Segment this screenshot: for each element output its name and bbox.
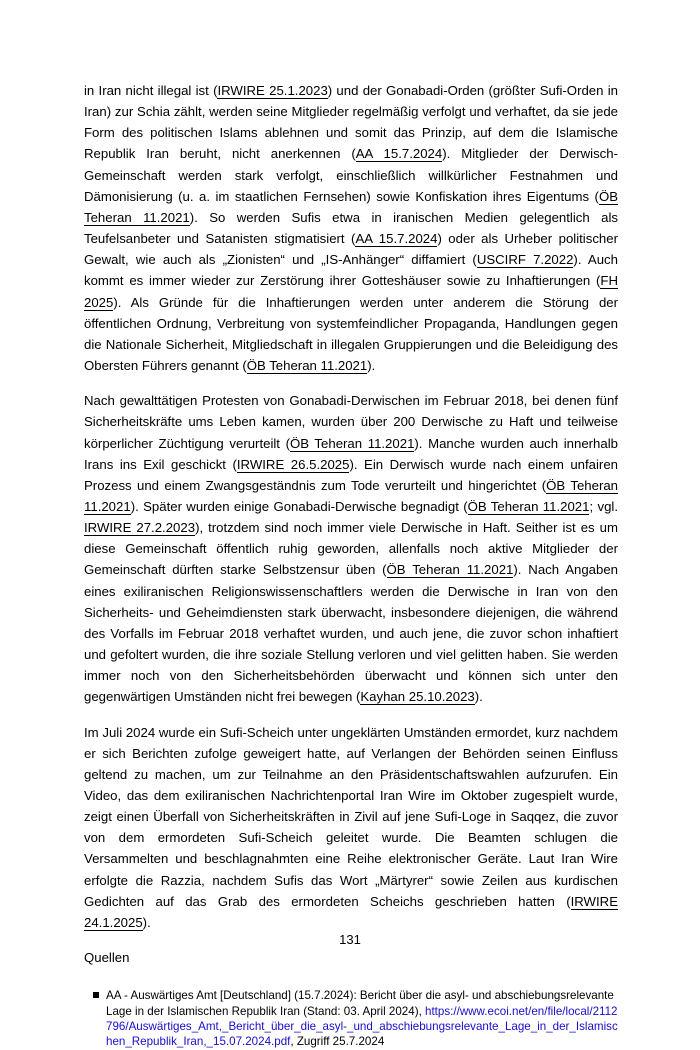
text-run: ). Mitglieder der Derwisch-Gemeinschaft werden stark verfolgt, einschließlich willkürlicher Festnahmen und Dämonisierung (u. a. im staatlichen Fernsehen) sowie Konfiskation ihres Eigentums ( — [84, 146, 618, 204]
paragraph — [84, 722, 618, 934]
sources-heading: Quellen — [84, 950, 130, 966]
text-run: ; vgl. — [589, 498, 618, 514]
reference-text: AA - Auswärtiges Amt [Deutschland] (15.7.2024): Bericht über die asyl- und abschiebungsrelevante Lage in der Islamischen Republik Iran (Stand: 03. April 2024), — [106, 989, 614, 1018]
body-text — [84, 80, 618, 933]
citation-link[interactable]: ÖB Teheran 11.2021 — [467, 498, 590, 514]
reference-list — [84, 988, 618, 1050]
text-run: ). Nach Angaben eines exiliranischen Religionswissenschaftlers werden die Derwische in Iran von den Sicherheits- und Geheimdiensten stark überwacht, insbesondere diejenigen, die während des Vorfalls im Februar 2018 verhaftet wurden, und auch jene, die zuvor schon inhaftiert und gefoltert wurden, die ihre soziale Stellung verloren und viel gelitten haben. Sie werden immer noch von den Sicherheitsbehörden überwacht und können sich unter den gegenwärtigen Umständen nicht frei bewegen ( — [84, 562, 618, 705]
citation-link[interactable]: AA 15.7.2024 — [355, 231, 438, 247]
document-page — [84, 80, 618, 1050]
citation-link[interactable]: ÖB Teheran 11.2021 — [386, 562, 514, 578]
page-number: 131 — [339, 932, 361, 947]
reference-item — [106, 988, 618, 1050]
text-run: ). — [367, 358, 376, 374]
citation-link[interactable]: ÖB Teheran 11.2021 — [84, 188, 618, 225]
reference-access-date: , Zugriff 25.7.2024 — [290, 1035, 385, 1049]
text-run: ). Auch kommt es immer wieder zur Zerstörung ihrer Gotteshäuser sowie zu Inhaftierungen ( — [84, 252, 618, 289]
text-run: ). Manche wurden auch innerhalb Irans ins Exil geschickt ( — [84, 435, 618, 472]
paragraph — [84, 390, 618, 707]
paragraph — [84, 80, 618, 376]
square-bullet-icon — [93, 992, 99, 998]
citation-link[interactable]: FH 2025 — [84, 273, 618, 310]
text-run: ) oder als Urheber politischer Gewalt, wie auch als „Zionisten“ und „IS-Anhänger“ diffamiert ( — [84, 231, 618, 268]
text-run: ). Als Gründe für die Inhaftierungen werden unter anderem die Störung der öffentlichen Ordnung, Verbreitung von systemfeindlicher Propaganda, Handlungen gegen die Nationale Sicherheit, Mitgliedschaft in illegalen Gruppierungen und die Beleidigung des Obersten Führers genannt ( — [84, 294, 618, 374]
citation-link[interactable]: IRWIRE 26.5.2025 — [236, 456, 350, 472]
citation-link[interactable]: IRWIRE 24.1.2025 — [84, 893, 618, 930]
citation-link[interactable]: IRWIRE 27.2.2023 — [84, 520, 196, 536]
text-run: in Iran nicht illegal ist ( — [84, 83, 218, 98]
citation-link[interactable]: ÖB Teheran 11.2021 — [84, 477, 619, 514]
text-run: ), trotzdem sind noch immer viele Derwische in Haft. Seither ist es um diese Gemeinschaft öffentlich ruhig geworden, allenfalls noch aktive Mitglieder der Gemeinschaft dürften starke Selbstzensur üben ( — [84, 520, 618, 578]
text-run: ) und der Gonabadi-Orden (größter Sufi-Orden in Iran) zur Schia zählt, werden seine Mitglieder regelmäßig verfolgt und verhaftet, da sie jede Form des politischen Islams ablehnen und somit das Prinzip, auf dem die Islamische Republik Iran beruht, nicht anerkennen ( — [84, 83, 618, 162]
citation-link[interactable]: Kayhan 25.10.2023 — [360, 689, 475, 705]
citation-link[interactable]: USCIRF 7.2022 — [476, 252, 574, 268]
reference-url-link[interactable]: https://www.ecoi.net/en/file/local/2112796/Auswärtiges_Amt,_Bericht_über_die_asyl-_und_abschiebungsrelevante_Lage_in_der_Islamischen_Republik_Iran,_15.07.2024.pdf — [106, 1004, 618, 1049]
text-run: ). So werden Sufis etwa in iranischen Medien gelegentlich als Teufelsanbeter und Satanisten stigmatisiert ( — [84, 209, 618, 247]
text-run: ). Ein Derwisch wurde nach einem unfairen Prozess und einem Zwangsgeständnis zum Tode verurteilt und hingerichtet ( — [84, 456, 618, 493]
citation-link[interactable]: ÖB Teheran 11.2021 — [289, 435, 415, 451]
text-run: Nach gewalttätigen Protesten von Gonabadi-Derwischen im Februar 2018, bei denen fünf Sicherheitskräfte ums Leben kamen, wurden über 200 Derwische zu Haft und teilweise körperlicher Züchtigung verurteilt ( — [84, 393, 618, 451]
citation-link[interactable]: IRWIRE 25.1.2023 — [217, 83, 328, 98]
text-run: Im Juli 2024 wurde ein Sufi-Scheich unter ungeklärten Umständen ermordet, kurz nachdem er sich Berichten zufolge geweigert hatte, auf Verlangen der Behörden seinen Einfluss geltend zu machen, um zur Teilnahme an den Präsidentschaftswahlen aufzurufen. Ein Video, das dem exiliranischen Nachrichtenportal Iran Wire im Oktober zugespielt wurde, zeigt einen Überfall von Sicherheitskräften in Zivil auf jene Sufi-Loge in Saqqez, die zuvor von dem ermordeten Sufi-Scheich geleitet wurde. Die Beamten schlugen die Versammelten und beschlagnahmten eine Reihe elektronischer Geräte. Laut Iran Wire erfolgte die Razzia, nachdem Sufis das Wort „Märtyrer“ sowie Zeilen aus kurdischen Gedichten auf das Grab des ermordeten Scheichs geschrieben hatten ( — [84, 724, 618, 909]
text-run: ). Später wurden einige Gonabadi-Derwische begnadigt ( — [130, 498, 468, 514]
citation-link[interactable]: ÖB Teheran 11.2021 — [246, 358, 368, 374]
citation-link[interactable]: AA 15.7.2024 — [355, 146, 443, 162]
text-run: ). — [474, 689, 483, 705]
text-run: ). — [142, 914, 151, 930]
